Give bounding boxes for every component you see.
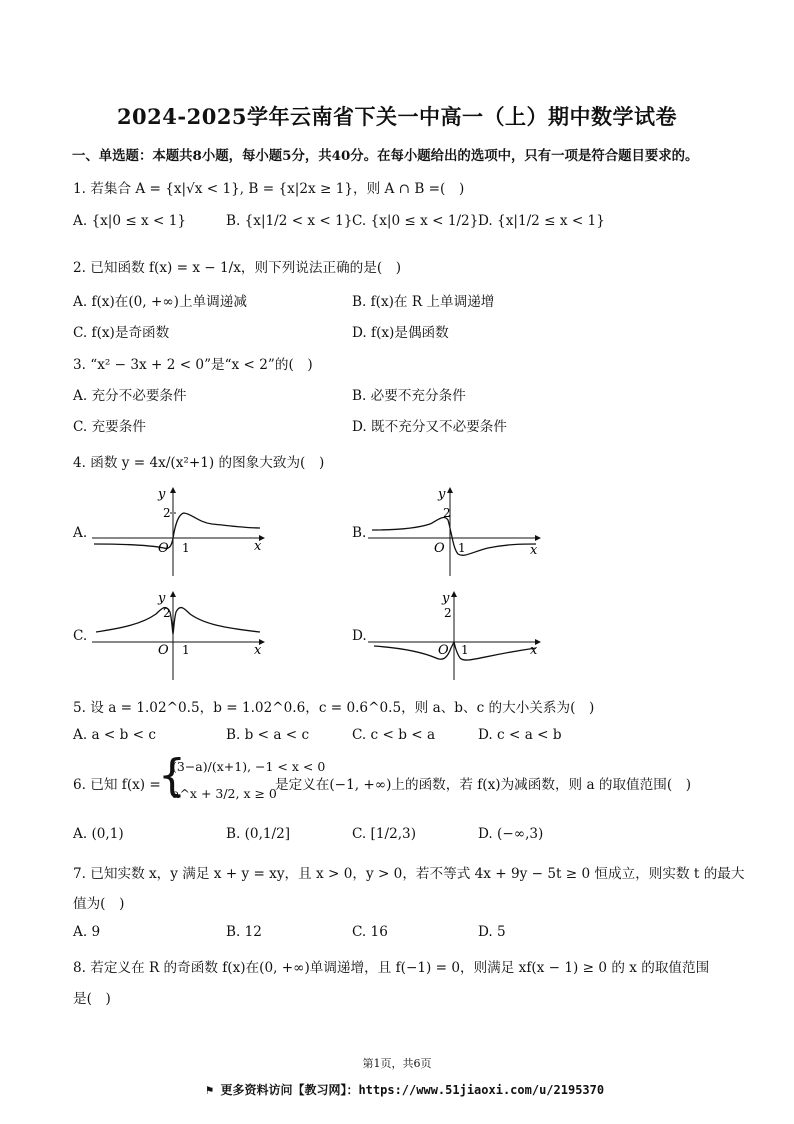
- q6-option-c: C. [1/2,3): [352, 826, 417, 842]
- q3-option-a: A. 充分不必要条件: [73, 388, 187, 404]
- q7-option-a: A. 9: [73, 924, 101, 940]
- q7-option-b: B. 12: [226, 924, 262, 940]
- q4-graph-a-x-label: x: [254, 539, 262, 554]
- q3-option-c: C. 充要条件: [73, 419, 146, 435]
- q4-graph-c-label: C.: [73, 628, 88, 644]
- q2-option-b: B. f(x)在 R 上单调递增: [352, 294, 495, 310]
- q1-option-a: A. {x|0 ≤ x < 1}: [73, 213, 187, 229]
- q6-stem-suffix: 是定义在(−1, +∞)上的函数，若 f(x)为减函数，则 a 的取值范围( ): [275, 777, 692, 793]
- q3-stem: 3. “x² − 3x + 2 < 0”是“x < 2”的( ): [73, 357, 313, 373]
- section-heading: 一、单选题：本题共8小题，每小题5分，共40分。在每小题给出的选项中，只有一项是符合题目要求的。: [72, 148, 699, 164]
- q3-option-d: D. 既不充分又不必要条件: [352, 419, 507, 435]
- q7-stem-line1: 7. 已知实数 x，y 满足 x + y = xy，且 x > 0，y > 0，若不等式 4x + 9y − 5t ≥ 0 恒成立，则实数 t 的最大: [73, 866, 745, 882]
- q4-graph-d-one-label: 1: [461, 643, 469, 657]
- q4-graph-b-o-label: O: [434, 541, 445, 556]
- q8-stem-line1: 8. 若定义在 R 的奇函数 f(x)在(0, +∞)单调递增，且 f(−1) = 0，则满足 xf(x − 1) ≥ 0 的 x 的取值范围: [73, 960, 710, 976]
- q1-stem: 1. 若集合 A = {x|√x < 1}, B = {x|2x ≥ 1}，则 A ∩ B =( ): [73, 181, 465, 197]
- q2-option-d: D. f(x)是偶函数: [352, 325, 449, 341]
- q4-graph-a-y-label: y: [158, 487, 166, 502]
- q4-graph-d-o-label: O: [438, 643, 449, 658]
- q4-graph-d-label: D.: [352, 628, 367, 644]
- q5-option-b: B. b < a < c: [226, 727, 310, 743]
- q4-graph-b-y-label: y: [438, 487, 446, 502]
- q4-graph-d-y-label: y: [442, 591, 450, 606]
- page-footer: 第1页，共6页: [362, 1057, 432, 1070]
- q2-option-c: C. f(x)是奇函数: [73, 325, 170, 341]
- page-title: 2024-2025学年云南省下关一中高一（上）期中数学试卷: [116, 104, 678, 129]
- q6-case-1: (3−a)/(x+1), −1 < x < 0: [172, 759, 326, 774]
- q4-graph-c: [92, 590, 272, 682]
- q4-graph-c-x-label: x: [254, 643, 262, 658]
- q5-stem: 5. 设 a = 1.02^0.5，b = 1.02^0.6，c = 0.6^0.5，则 a、b、c 的大小关系为( ): [73, 700, 595, 716]
- q7-stem-line2: 值为( ): [73, 896, 125, 912]
- q6-case-2: a^x + 3/2, x ≥ 0: [172, 786, 277, 801]
- q4-graph-d: [368, 590, 548, 682]
- q4-stem: 4. 函数 y = 4x/(x²+1) 的图象大致为( ): [73, 455, 325, 471]
- q4-graph-a-two-label: 2: [163, 506, 171, 520]
- q6-option-d: D. (−∞,3): [478, 826, 544, 842]
- q4-graph-b-label: B.: [352, 525, 367, 541]
- q5-option-d: D. c < a < b: [478, 727, 562, 743]
- q6-brace-icon: {: [158, 750, 186, 801]
- q4-graph-a-o-label: O: [158, 541, 169, 556]
- q2-stem: 2. 已知函数 f(x) = x − 1/x，则下列说法正确的是( ): [73, 260, 402, 276]
- q4-graph-b: [368, 486, 548, 578]
- q1-option-c: C. {x|0 ≤ x < 1/2}: [352, 213, 479, 229]
- q4-graph-b-two-label: 2: [443, 506, 451, 520]
- q4-graph-c-y-label: y: [158, 591, 166, 606]
- q6-option-b: B. (0,1/2]: [226, 826, 291, 842]
- q4-graph-b-one-label: 1: [458, 541, 466, 555]
- q4-graph-c-o-label: O: [158, 643, 169, 658]
- q4-graph-d-x-label: x: [530, 643, 538, 658]
- q4-graph-c-two-label: 2: [163, 606, 171, 620]
- q4-graph-a-label: A.: [73, 525, 88, 541]
- q5-option-a: A. a < b < c: [73, 727, 156, 743]
- q1-option-b: B. {x|1/2 < x < 1}: [226, 213, 353, 229]
- q4-graph-c-one-label: 1: [182, 643, 190, 657]
- q7-option-c: C. 16: [352, 924, 388, 940]
- q1-option-d: D. {x|1/2 ≤ x < 1}: [478, 213, 605, 229]
- q8-stem-line2: 是( ): [73, 991, 111, 1007]
- q3-option-b: B. 必要不充分条件: [352, 388, 466, 404]
- q4-graph-a: [92, 486, 272, 578]
- q7-option-d: D. 5: [478, 924, 506, 940]
- promo-banner[interactable]: [206, 1081, 604, 1098]
- q5-option-c: C. c < b < a: [352, 727, 436, 743]
- q6-option-a: A. (0,1): [73, 826, 124, 842]
- q4-graph-a-one-label: 1: [182, 541, 190, 555]
- q4-graph-b-x-label: x: [530, 543, 538, 558]
- flag-icon: ⚑: [206, 1083, 221, 1097]
- q4-graph-d-two-label: 2: [444, 606, 452, 620]
- promo-banner-text: 更多资料访问【教习网】：https://www.51jiaoxi.com/u/2195370: [220, 1083, 605, 1097]
- q2-option-a: A. f(x)在(0, +∞)上单调递减: [73, 294, 247, 310]
- q6-stem-prefix: 6. 已知 f(x) =: [73, 777, 161, 793]
